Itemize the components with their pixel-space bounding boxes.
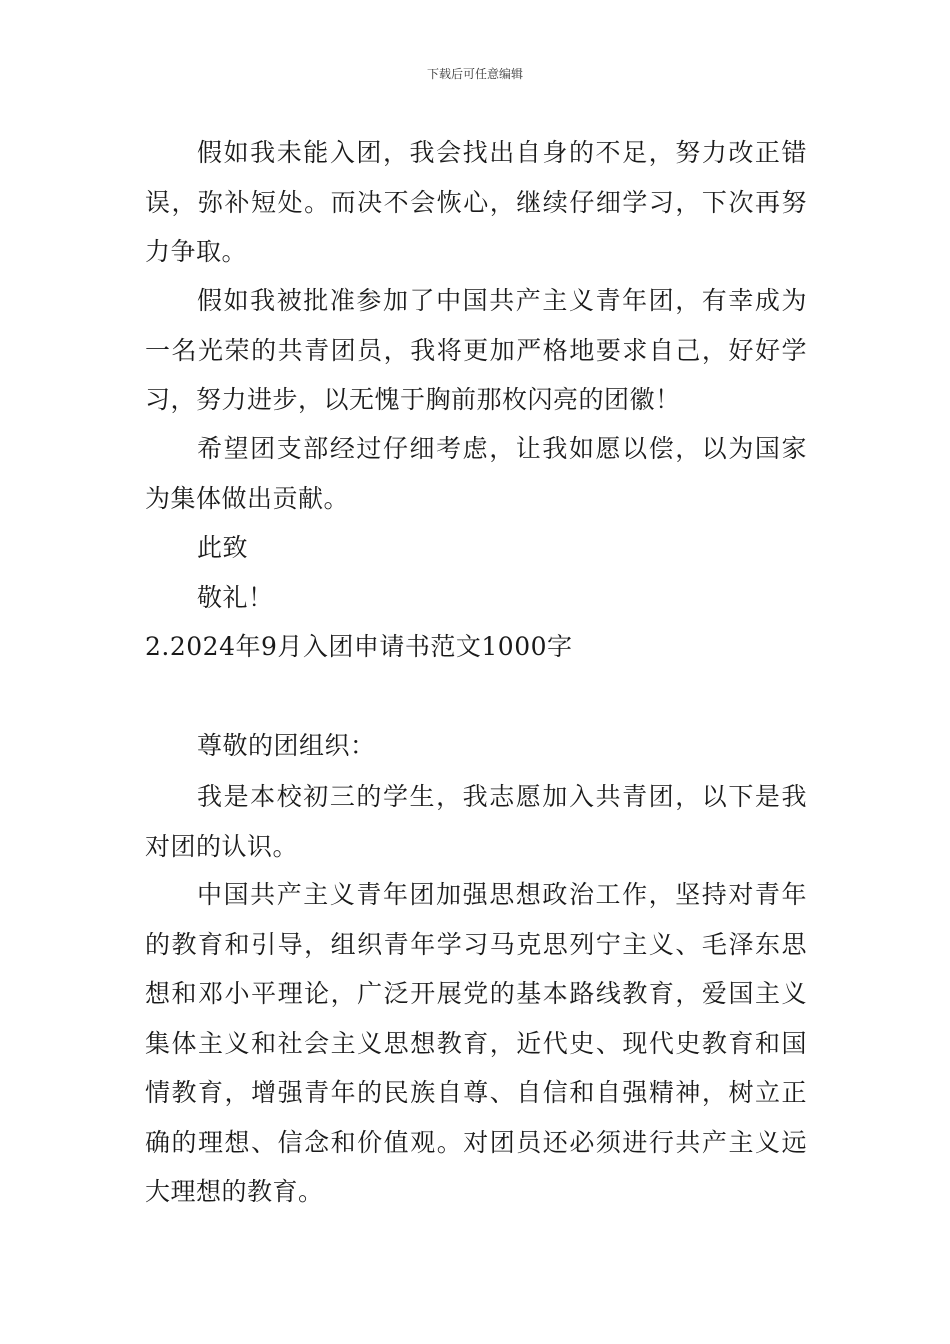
paragraph-hope: 希望团支部经过仔细考虑，让我如愿以偿，以为国家为集体做出贡献。 xyxy=(145,434,807,513)
section-heading: 2.2024年9月入团申请书范文1000字 xyxy=(145,632,573,661)
paragraph-failure-plan: 假如我未能入团，我会找出自身的不足，努力改正错误，弥补短处。而决不会恢心，继续仔细学习，下次再努力争取。 xyxy=(145,138,807,266)
header-note: 下载后可任意编辑 xyxy=(426,67,523,81)
closing-salutation: 此致 xyxy=(197,533,249,562)
paragraph-approval-pledge: 假如我被批准参加了中国共产主义青年团，有幸成为一名光荣的共青团员，我将更加严格地要求自己，好好学习，努力进步，以无愧于胸前那枚闪亮的团徽！ xyxy=(145,286,807,414)
paragraph-league-work: 中国共产主义青年团加强思想政治工作，坚持对青年的教育和引导，组织青年学习马克思列宁主义、毛泽东思想和邓小平理论，广泛开展党的基本路线教育，爱国主义集体主义和社会主义思想教育，近代史、现代史教育和国情教育，增强青年的民族自尊、自信和自强精神，树立正确的理想、信念和价值观。对团员还必须进行共产主义远大理想的教育。 xyxy=(145,880,807,1206)
closing-regards: 敬礼！ xyxy=(197,583,274,612)
greeting: 尊敬的团组织： xyxy=(197,731,376,760)
paragraph-introduction: 我是本校初三的学生，我志愿加入共青团，以下是我对团的认识。 xyxy=(145,782,807,861)
